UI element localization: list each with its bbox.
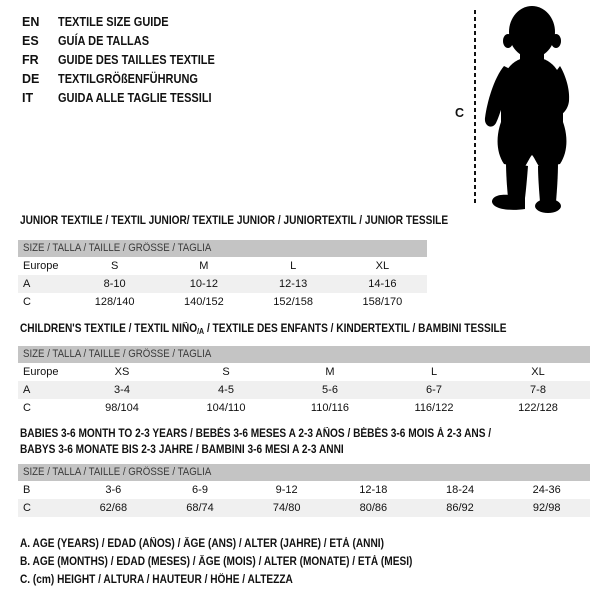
- table-title-segment: JUNIOR TEXTILE / TEXTIL JUNIOR/ TEXTILE JUNIOR / JUNIORTEXTIL / JUNIOR TESSILE: [20, 215, 449, 227]
- language-row: [22, 50, 236, 69]
- table-cell: 110/116: [310, 402, 350, 414]
- language-row: [22, 88, 236, 107]
- size-header-text: SIZE / TALLA / TAILLE / GRÖSSE / TAGLIA: [23, 348, 212, 360]
- footnote-text: C. (cm) HEIGHT / ALTURA / HAUTEUR / HÖHE / ALTEZZA: [20, 574, 293, 586]
- junior-table-title: [20, 213, 506, 229]
- table-cell: L: [290, 260, 297, 272]
- size-header-text: SIZE / TALLA / TAILLE / GRÖSSE / TAGLIA: [23, 242, 212, 254]
- junior-size-table: [18, 240, 427, 311]
- table-cell: 9-12: [275, 484, 298, 496]
- language-code: FR: [22, 52, 39, 67]
- table-title-text: [20, 442, 344, 458]
- language-code: IT: [22, 90, 34, 105]
- table-cell: 128/140: [94, 296, 135, 308]
- table-cell: 98/104: [105, 402, 139, 414]
- height-measure-dashed-line: [474, 10, 476, 206]
- table-title-segment: BABIES 3-6 MONTH TO 2-3 YEARS / BEBÉS 3-6 MESES A 2-3 AÑOS / BÉBÉS 3-6 MOIS À 2-3 ANS /: [20, 428, 492, 440]
- footnote-line: [20, 535, 466, 553]
- language-title: GUIDE DES TAILLES TEXTILE: [58, 52, 215, 67]
- table-title-line: [20, 321, 573, 338]
- language-title: GUIDA ALLE TAGLIE TESSILI: [58, 90, 212, 105]
- table-cell: 12-13: [279, 278, 308, 290]
- table-title-segment: / TEXTILE DES ENFANTS / KINDERTEXTIL / BAMBINI TESSILE: [204, 323, 507, 335]
- table-cell: L: [430, 366, 438, 378]
- table-cell: 116/122: [414, 402, 454, 414]
- table-cell: 7-8: [530, 384, 546, 396]
- babies-table-title: [20, 426, 555, 458]
- language-title: TEXTILE SIZE GUIDE: [58, 14, 169, 29]
- row-label: C: [23, 502, 31, 514]
- table-cell: XL: [375, 260, 390, 272]
- table-title-line: [20, 442, 555, 458]
- size-header-bar: [18, 346, 590, 363]
- table-cell: 10-12: [189, 278, 218, 290]
- size-header-bar: [18, 464, 590, 481]
- language-row: [22, 31, 236, 50]
- table-cell: 62/68: [99, 502, 128, 514]
- table-title-segment: /A: [197, 327, 205, 336]
- table-cell: 3-6: [105, 484, 122, 496]
- footnote-legend: [20, 535, 466, 589]
- table-title-text: [20, 321, 506, 338]
- table-cell: 158/170: [362, 296, 403, 308]
- childrens-size-table: [18, 346, 590, 417]
- table-title-line: [20, 426, 555, 442]
- table-cell: XS: [114, 366, 130, 378]
- table-row: [18, 481, 590, 499]
- table-cell: 92/98: [532, 502, 561, 514]
- language-code: EN: [22, 14, 40, 29]
- table-cell: 104/110: [206, 402, 246, 414]
- language-title: GUÍA DE TALLAS: [58, 33, 150, 48]
- row-label: B: [23, 484, 31, 496]
- footnote-text: A. AGE (YEARS) / EDAD (AÑOS) / ÂGE (ANS) / ALTER (JAHRE) / ETÀ (ANNI): [20, 538, 384, 550]
- language-code: ES: [22, 33, 39, 48]
- table-cell: 4-5: [218, 384, 234, 396]
- table-cell: 8-10: [103, 278, 126, 290]
- table-row: [18, 293, 427, 311]
- table-cell: 86/92: [446, 502, 474, 514]
- table-title-text: [20, 426, 491, 442]
- table-row: [18, 257, 427, 275]
- language-title-list: [22, 12, 236, 107]
- size-header-text: SIZE / TALLA / TAILLE / GRÖSSE / TAGLIA: [23, 466, 212, 478]
- language-row: [22, 12, 236, 31]
- size-header-bar: [18, 240, 427, 257]
- table-cell: 14-16: [368, 278, 397, 290]
- babies-size-table: [18, 464, 590, 517]
- table-cell: S: [222, 366, 230, 378]
- language-title: TEXTILGRÖßENFÜHRUNG: [58, 71, 198, 86]
- table-cell: S: [110, 260, 119, 272]
- table-row: [18, 275, 427, 293]
- table-cell: 5-6: [322, 384, 338, 396]
- table-cell: 6-7: [426, 384, 442, 396]
- table-cell: 140/152: [183, 296, 224, 308]
- table-title-text: [20, 213, 448, 229]
- table-cell: 80/86: [359, 502, 388, 514]
- table-cell: 3-4: [114, 384, 130, 396]
- row-label: Europe: [23, 260, 59, 272]
- table-title-segment: BABYS 3-6 MONATE BIS 2-3 JAHRE / BAMBINI 3-6 MESI A 2-3 ANNI: [20, 444, 344, 456]
- row-label: A: [23, 278, 31, 290]
- row-label: C: [23, 402, 31, 414]
- row-label: Europe: [23, 366, 59, 378]
- table-cell: 122/128: [518, 402, 558, 414]
- height-measure-label: C: [455, 106, 465, 120]
- toddler-silhouette-icon: [482, 4, 582, 214]
- childrens-table-title: [20, 321, 573, 338]
- table-cell: M: [325, 366, 335, 378]
- table-title-line: [20, 213, 506, 229]
- row-label: A: [23, 384, 31, 396]
- language-code: DE: [22, 71, 40, 86]
- row-label: C: [23, 296, 31, 308]
- table-cell: M: [199, 260, 209, 272]
- table-cell: 6-9: [192, 484, 208, 496]
- table-cell: 24-36: [532, 484, 561, 496]
- table-title-segment: CHILDREN'S TEXTILE / TEXTIL NIÑO: [20, 323, 198, 335]
- table-cell: 68/74: [186, 502, 214, 514]
- table-cell: 18-24: [445, 484, 475, 496]
- table-row: [18, 499, 590, 517]
- table-row: [18, 381, 590, 399]
- table-cell: 152/158: [273, 296, 313, 308]
- footnote-line: [20, 553, 466, 571]
- table-cell: XL: [531, 366, 545, 378]
- table-row: [18, 363, 590, 381]
- table-cell: 12-18: [359, 484, 388, 496]
- footnote-line: [20, 571, 466, 589]
- footnote-text: B. AGE (MONTHS) / EDAD (MESES) / ÂGE (MOIS) / ALTER (MONATE) / ETÀ (MESI): [20, 556, 413, 568]
- table-row: [18, 399, 590, 417]
- language-row: [22, 69, 236, 88]
- table-cell: 74/80: [272, 502, 301, 514]
